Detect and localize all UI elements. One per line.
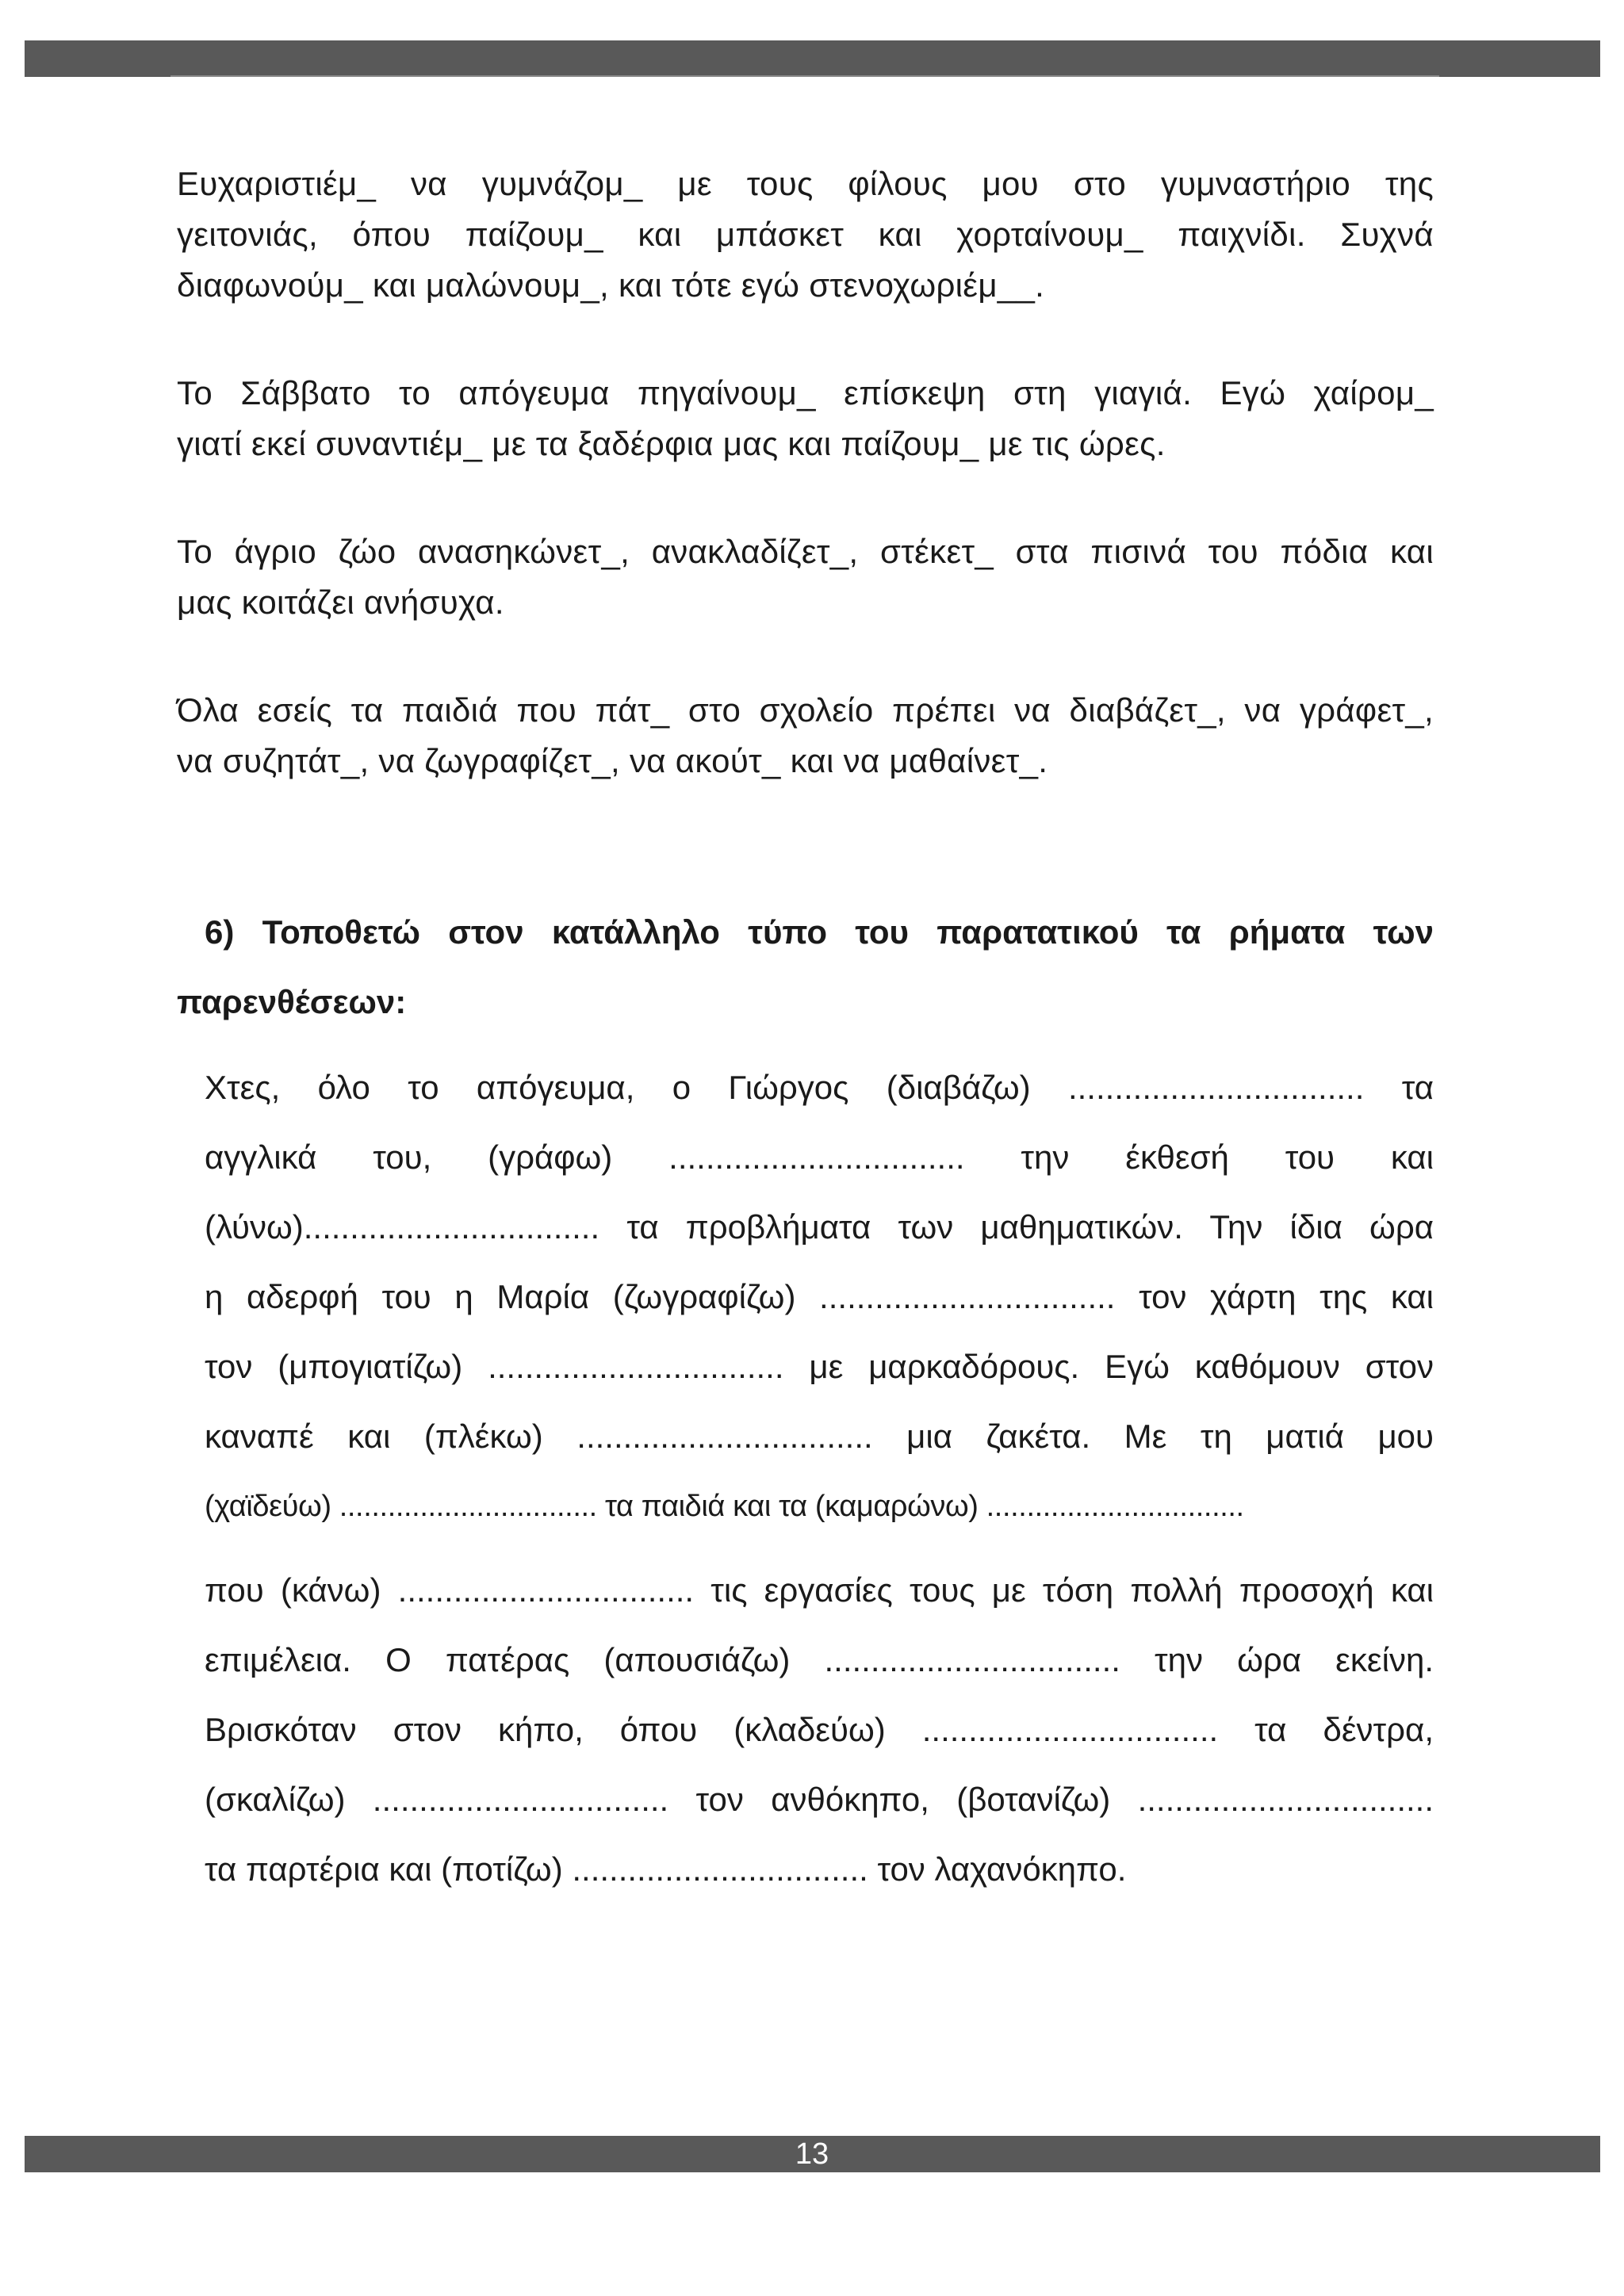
text-line: γειτονιάς, όπου παίζουμ_ και μπάσκετ και χορταίνουμ_ παιχνίδι. Συχνά bbox=[177, 216, 1434, 253]
exercise-line: Βρισκόταν στον κήπο, όπου (κλαδεύω) ................................ τα δέντρα, bbox=[205, 1711, 1434, 1748]
exercise-line: η αδερφή του η Μαρία (ζωγραφίζω) ................................ τον χάρτη της και bbox=[205, 1278, 1434, 1315]
heading-line: παρενθέσεων: bbox=[177, 983, 407, 1020]
exercise-line: καναπέ και (πλέκω) ................................ μια ζακέτα. Με τη ματιά μου bbox=[205, 1418, 1434, 1455]
exercise-block-2 bbox=[205, 1556, 1434, 1904]
page-content bbox=[177, 159, 1434, 1919]
exercise-text bbox=[177, 1053, 1434, 1904]
paragraph-1 bbox=[177, 159, 1434, 311]
exercise-line: επιμέλεια. Ο πατέρας (απουσιάζω) ................................ την ώρα εκείνη. bbox=[205, 1641, 1434, 1678]
text-line: Το Σάββατο το απόγευμα πηγαίνουμ_ επίσκεψη στη γιαγιά. Εγώ χαίρομ_ bbox=[177, 374, 1434, 411]
text-line: να συζητάτ_, να ζωγραφίζετ_, να ακούτ_ και να μαθαίνετ_. bbox=[177, 742, 1048, 779]
exercise-line: Χτες, όλο το απόγευμα, ο Γιώργος (διαβάζω) ................................ τα bbox=[205, 1069, 1434, 1106]
exercise-line: αγγλικά του, (γράφω) ................................ την έκθεσή του και bbox=[205, 1138, 1434, 1176]
exercise-line: τα παρτέρια και (ποτίζω) ................................ τον λαχανόκηπο. bbox=[205, 1850, 1127, 1888]
text-line: μας κοιτάζει ανήσυχα. bbox=[177, 584, 504, 621]
text-line: Το άγριο ζώο ανασηκώνετ_, ανακλαδίζετ_, στέκετ_ στα πισινά του πόδια και bbox=[177, 533, 1434, 570]
text-line: Όλα εσείς τα παιδιά που πάτ_ στο σχολείο πρέπει να διαβάζετ_, να γράφετ_, bbox=[177, 691, 1434, 729]
exercise-line: (χαϊδεύω) ................................ τα παιδιά και τα (καμαρώνω) ................................ bbox=[205, 1490, 1244, 1523]
paragraph-2 bbox=[177, 368, 1434, 469]
paragraph-3 bbox=[177, 526, 1434, 628]
exercise-line: που (κάνω) ................................ τις εργασίες τους με τόση πολλή προσοχή και bbox=[205, 1571, 1434, 1609]
text-line: διαφωνούμ_ και μαλώνουμ_, και τότε εγώ στενοχωριέμ__. bbox=[177, 266, 1045, 304]
paragraph-4 bbox=[177, 685, 1434, 786]
exercise-heading bbox=[177, 897, 1434, 1037]
header-bar bbox=[25, 40, 1600, 77]
exercise-line: (λύνω)................................ τα προβλήματα των μαθηματικών. Την ίδια ώρα bbox=[205, 1208, 1434, 1246]
header-rule bbox=[170, 75, 1439, 77]
page-number: 13 bbox=[795, 2137, 829, 2171]
exercise-line: τον (μπογιατίζω) ................................ με μαρκαδόρους. Εγώ καθόμουν στον bbox=[205, 1348, 1434, 1385]
text-line: γιατί εκεί συναντιέμ_ με τα ξαδέρφια μας και παίζουμ_ με τις ώρες. bbox=[177, 425, 1166, 462]
heading-line: 6) Τοποθετώ στον κατάλληλο τύπο του παρατατικού τα ρήματα των bbox=[205, 913, 1434, 951]
exercise-block-1 bbox=[205, 1053, 1434, 1541]
exercise-line: (σκαλίζω) ................................ τον ανθόκηπο, (βοτανίζω) ................................ bbox=[205, 1781, 1434, 1818]
text-line: Ευχαριστιέμ_ να γυμνάζομ_ με τους φίλους μου στο γυμναστήριο της bbox=[177, 165, 1434, 202]
